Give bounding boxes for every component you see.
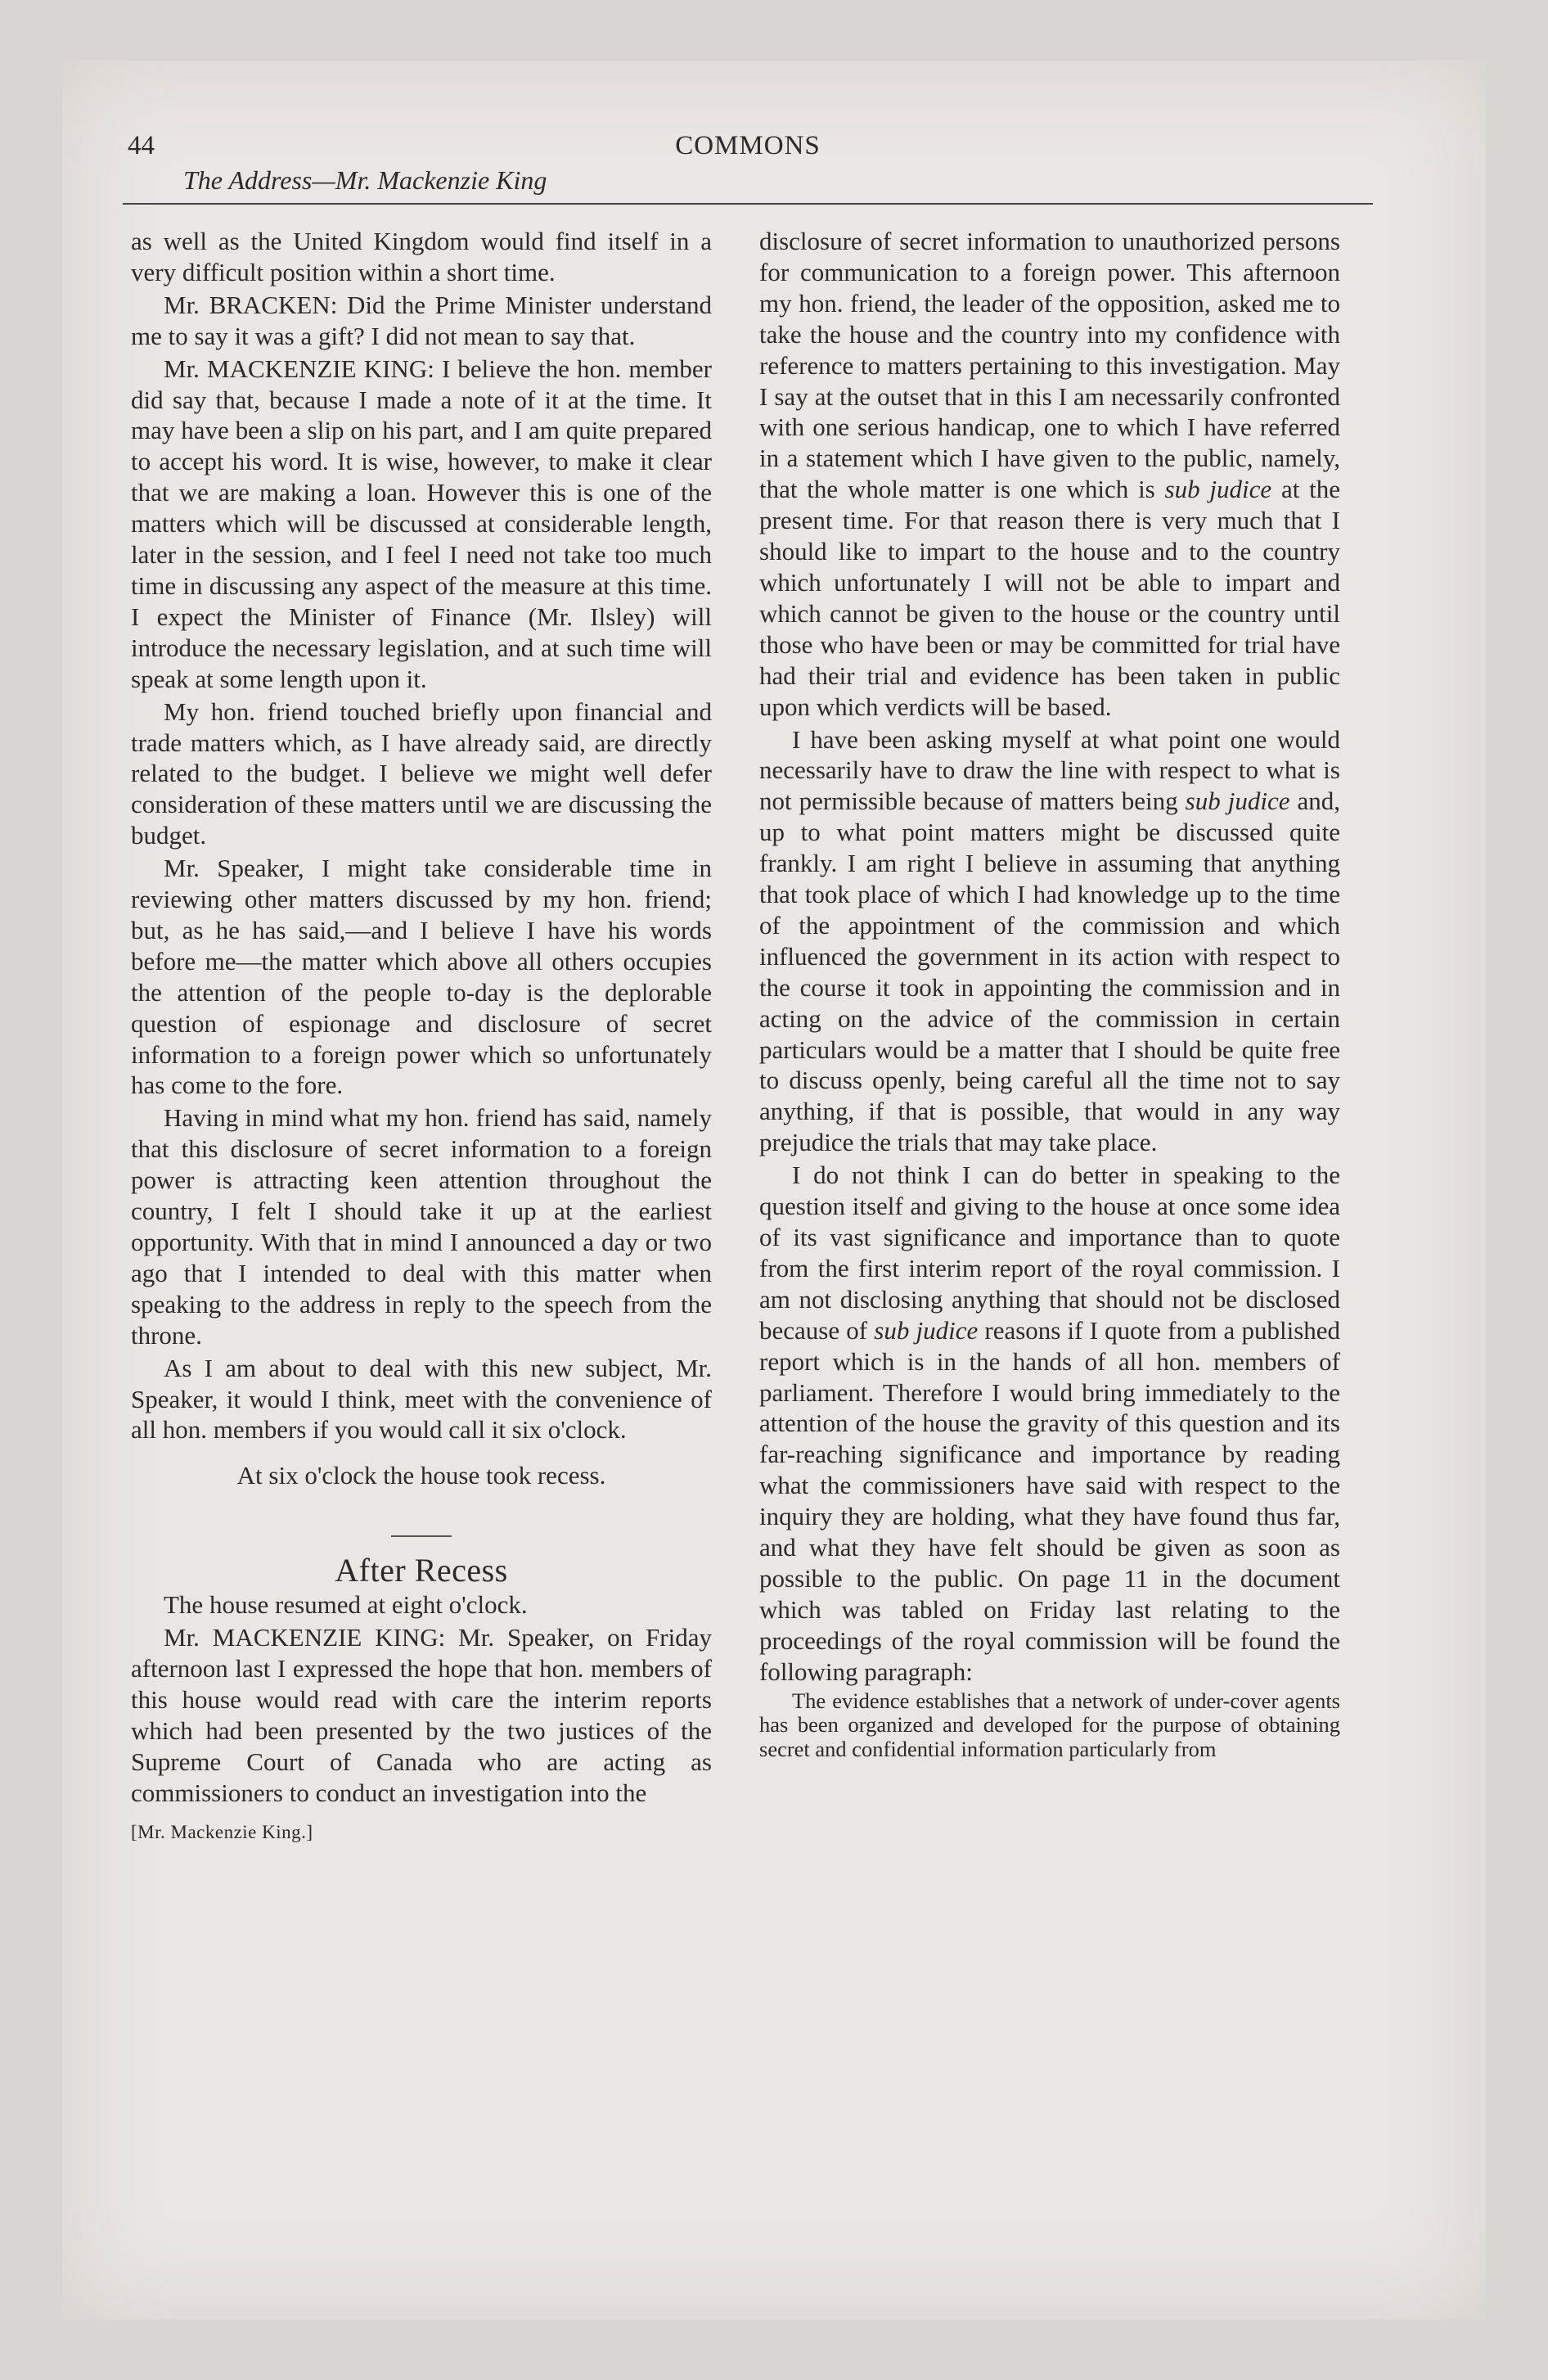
speaker-footnote: [Mr. Mackenzie King.] bbox=[131, 1821, 313, 1842]
paragraph: I have been asking myself at what point one would necessarily have to draw the line with respect to what is not permissible because of matters being sub judice and, up to what point matters might be discussed quite frankly. I am right I believe in assuming that anything that took place of which I had knowledge up to the time of the appointment of the commission and which influenced the government in its action with respect to the course it took in appointing the commission and in acting on the advice of the commission in certain particulars would be a matter that I should be quite free to discuss openly, being careful all the time not to say anything, if that is possible, that would in any way prejudice the trials that may take place. bbox=[759, 724, 1341, 1157]
paragraph: Mr. Speaker, I might take considerable time in reviewing other matters discussed by my hon. friend; but, as he has said,—and I believe I have his words before me—the matter which above all others occupies the attention of the people to-day is the deplorable question of espionage and disclosure of secret information to a foreign power which so unfortunately has come to the fore. bbox=[131, 854, 712, 1100]
paragraph: Having in mind what my hon. friend has said, namely that this disclosure of secret information to a foreign power is attracting keen attention throughout the country, I felt I should take it up at the earliest opportunity. With that in mind I announced a day or two ago that I intended to deal with this matter when speaking to the address in reply to the speech from the throne. bbox=[131, 1103, 712, 1350]
page-header bbox=[123, 123, 1373, 205]
paragraph: as well as the United Kingdom would find itself in a very difficult position within a short time. bbox=[131, 227, 712, 286]
page-number: 44 bbox=[128, 131, 155, 160]
quoted-paragraph: The evidence establishes that a network of under-cover agents has been organized and developed for the purpose of obtaining secret and confidential information particularly from bbox=[759, 1688, 1340, 1761]
left-column bbox=[131, 226, 712, 1847]
paragraph: Mr. BRACKEN: Did the Prime Minister understand me to say it was a gift? I did not mean to say that. bbox=[131, 290, 712, 350]
after-recess-heading: After Recess bbox=[335, 1552, 508, 1589]
right-column bbox=[759, 226, 1340, 1763]
running-subject: The Address—Mr. Mackenzie King bbox=[183, 165, 547, 195]
hansard-page bbox=[123, 123, 1373, 1842]
paragraph: disclosure of secret information to unauthorized persons for communication to a foreign power. This afternoon my hon. friend, the leader of the opposition, asked me to take the house and the country into my confidence with reference to matters pertaining to this investigation. May I say at the outset that in this I am necessarily confronted with one serious handicap, one to which I have referred in a statement which I have given to the public, namely, that the whole matter is one which is sub judice at the present time. For that reason there is very much that I should like to impart to the house and to the country which unfortunately I will not be able to impart and which cannot be given to the house or the country until those who have been or may be committed for trial have had their trial and evidence has been taken in public upon which verdicts will be based. bbox=[759, 227, 1340, 721]
paragraph: Mr. MACKENZIE KING: Mr. Speaker, on Friday afternoon last I expressed the hope that hon. members of this house would read with care the interim reports which had been presented by the two justices of the Supreme Court of Canada who are acting as commissioners to conduct an investigation into the bbox=[131, 1623, 712, 1807]
paragraph: Mr. MACKENZIE KING: I believe the hon. member did say that, because I made a note of it at the time. It may have been a slip on his part, and I am quite prepared to accept his word. It is wise, however, to make it clear that we are making a loan. However this is one of the matters which will be discussed at considerable length, later in the session, and I feel I need not take too much time in discussing any aspect of the measure at this time. I expect the Minister of Finance (Mr. Ilsley) will introduce the necessary legislation, and at such time will speak at some length upon it. bbox=[131, 354, 712, 693]
section-title: COMMONS bbox=[675, 131, 821, 160]
section-divider bbox=[391, 1535, 452, 1537]
paragraph: As I am about to deal with this new subject, Mr. Speaker, it would I think, meet with the convenience of all hon. members if you would call it six o'clock. bbox=[131, 1353, 712, 1445]
paragraph: The house resumed at eight o'clock. bbox=[164, 1590, 528, 1620]
recess-note: At six o'clock the house took recess. bbox=[236, 1461, 606, 1490]
paragraph: I do not think I can do better in speaking to the question itself and giving to the house at once some idea of its vast significance and importance than to quote from the first interim report of the royal commission. I am not disclosing anything that should not be disclosed because of sub judice reasons if I quote from a published report which is in the hands of all hon. members of parliament. Therefore I would bring immediately to the attention of the house the gravity of this question and its far-reaching significance and importance by reading what the commissioners have said with respect to the inquiry they are holding, what they have found thus far, and what they have felt should be given as soon as possible to the public. On page 11 in the document which was tabled on Friday last relating to the proceedings of the royal commission will be found the following paragraph: bbox=[759, 1161, 1341, 1686]
paragraph: My hon. friend touched briefly upon financial and trade matters which, as I have already said, are directly related to the budget. I believe we might well defer consideration of these matters until we are discussing the budget. bbox=[131, 696, 712, 850]
